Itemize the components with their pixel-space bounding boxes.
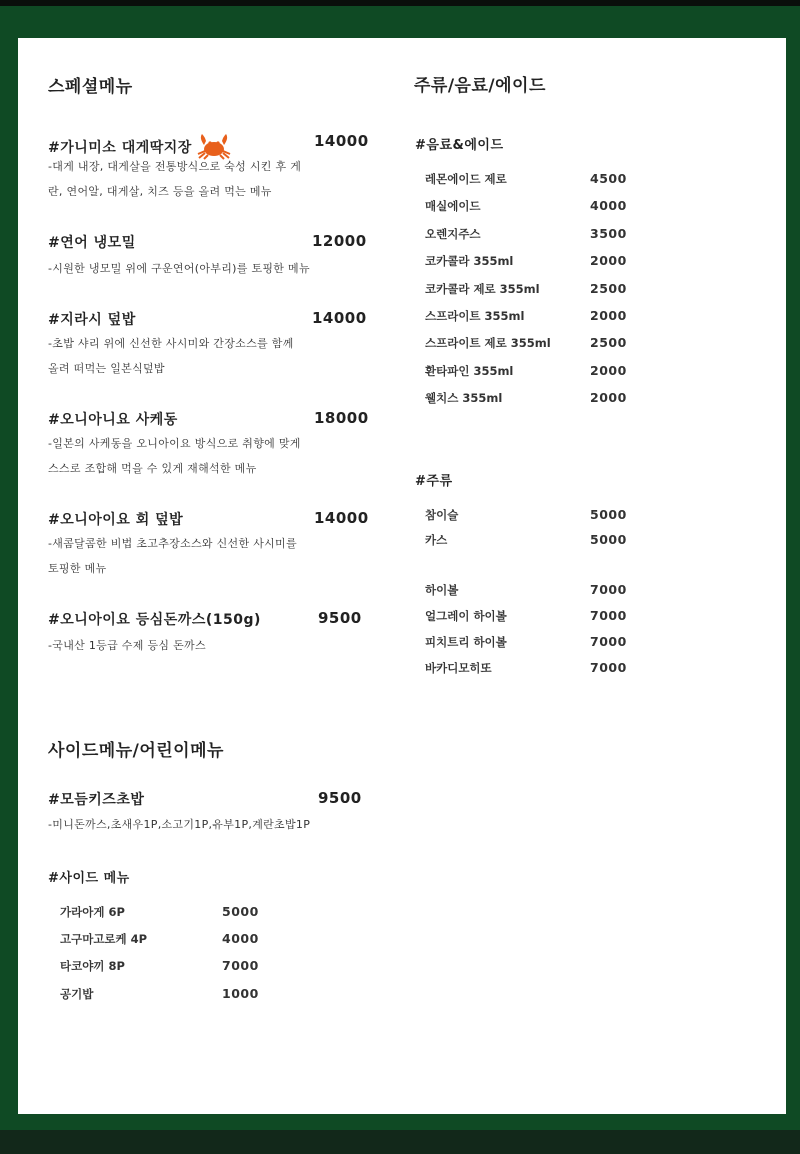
menu-item-desc <box>48 531 297 581</box>
side-item-name: 공기밥 <box>60 987 94 1001</box>
menu-item-desc <box>48 256 310 281</box>
menu-item-desc <box>48 633 206 658</box>
beverage-price: 3500 <box>590 226 627 241</box>
beverage-price: 2000 <box>590 253 627 268</box>
desc-line: -초밥 샤리 위에 신선한 사시미와 간장소스를 함께 <box>48 337 294 350</box>
beverage-name: 코카콜라 제로 355ml <box>425 282 540 296</box>
kids-item-name: #모듬키즈초밥 <box>48 792 145 808</box>
menu-item-desc <box>48 154 301 204</box>
beverage-name: 코카콜라 355ml <box>425 254 514 268</box>
desc-line: 스스로 조합해 먹을 수 있게 재해석한 메뉴 <box>48 462 257 475</box>
menu-item-price: 12000 <box>312 232 367 250</box>
beverage-name: 스프라이트 제로 355ml <box>425 336 551 350</box>
beverage-subtitle: #음료&에이드 <box>415 138 504 153</box>
side-item-name: 타코야끼 8P <box>60 959 125 973</box>
alcohol-price: 5000 <box>590 507 627 522</box>
drinks-title: 주류/음료/에이드 <box>414 76 546 96</box>
special-menu-title: 스페셜메뉴 <box>48 77 133 97</box>
side-item-name: 가라아게 6P <box>60 905 125 919</box>
beverage-price: 2500 <box>590 281 627 296</box>
desc-line: -새콤달콤한 비법 초고추장소스와 신선한 사시미를 <box>48 537 297 550</box>
highball-price: 7000 <box>590 582 627 597</box>
menu-item-price: 14000 <box>314 509 369 527</box>
kids-item-price: 9500 <box>318 789 362 807</box>
side-item-price: 7000 <box>222 958 259 973</box>
side-subtitle: #사이드 메뉴 <box>48 871 130 886</box>
side-item-price: 5000 <box>222 904 259 919</box>
desc-line: 란, 연어알, 대게살, 치즈 등을 올려 먹는 메뉴 <box>48 185 272 198</box>
beverage-price: 2000 <box>590 363 627 378</box>
beverage-name: 웰치스 355ml <box>425 391 503 405</box>
menu-item-desc <box>48 331 294 381</box>
alcohol-name: 참이슬 <box>425 508 459 522</box>
menu-item-name: #연어 냉모밀 <box>48 235 136 251</box>
menu-item-name: #지라시 덮밥 <box>48 312 136 328</box>
beverage-name: 레몬에이드 제로 <box>425 172 507 186</box>
desc-line: -국내산 1등급 수제 등심 돈까스 <box>48 639 206 652</box>
menu-item-price: 14000 <box>314 132 369 150</box>
menu-item-name: #오니아니요 사케동 <box>48 412 178 428</box>
side-item-price: 1000 <box>222 986 259 1001</box>
desc-line: 올려 떠먹는 일본식덮밥 <box>48 362 165 375</box>
menu-item-name: #오니아이요 회 덮밥 <box>48 512 184 528</box>
highball-price: 7000 <box>590 608 627 623</box>
highball-name: 바카디모히또 <box>425 661 492 675</box>
menu-page <box>18 38 786 1114</box>
highball-price: 7000 <box>590 660 627 675</box>
beverage-name: 오렌지주스 <box>425 227 481 241</box>
beverage-price: 2000 <box>590 390 627 405</box>
beverage-price: 4000 <box>590 198 627 213</box>
menu-item-desc <box>48 431 301 481</box>
desc-line: 토핑한 메뉴 <box>48 562 107 575</box>
menu-item-price: 9500 <box>318 609 362 627</box>
kids-item-desc: -미니돈까스,초새우1P,소고기1P,유부1P,계란초밥1P <box>48 818 311 831</box>
beverage-price: 2500 <box>590 335 627 350</box>
desc-line: -대게 내장, 대게살을 전통방식으로 숙성 시킨 후 게 <box>48 160 302 173</box>
side-item-name: 고구마고로케 4P <box>60 932 148 946</box>
highball-name: 하이볼 <box>425 583 459 597</box>
desc-line: -일본의 사케동을 오니아이요 방식으로 취향에 맞게 <box>48 437 301 450</box>
beverage-name: 스프라이트 355ml <box>425 309 525 323</box>
highball-price: 7000 <box>590 634 627 649</box>
highball-name: 얼그레이 하이볼 <box>425 609 507 623</box>
side-item-price: 4000 <box>222 931 259 946</box>
menu-item-price: 18000 <box>314 409 369 427</box>
beverage-price: 2000 <box>590 308 627 323</box>
beverage-name: 환타파인 355ml <box>425 364 514 378</box>
side-menu-title: 사이드메뉴/어린이메뉴 <box>48 741 224 761</box>
highball-name: 피치트리 하이볼 <box>425 635 507 649</box>
alcohol-name: 카스 <box>425 533 448 547</box>
alcohol-price: 5000 <box>590 532 627 547</box>
beverage-name: 매실에이드 <box>425 199 481 213</box>
desc-line: -시원한 냉모밀 위에 구운연어(아부리)를 토핑한 메뉴 <box>48 262 310 275</box>
menu-item-price: 14000 <box>312 309 367 327</box>
beverage-price: 4500 <box>590 171 627 186</box>
alcohol-subtitle: #주류 <box>415 474 453 489</box>
menu-item-name-text: #가니미소 대게딱지장 <box>48 140 192 156</box>
menu-item-name: #오니아이요 등심돈까스(150g) <box>48 612 261 628</box>
